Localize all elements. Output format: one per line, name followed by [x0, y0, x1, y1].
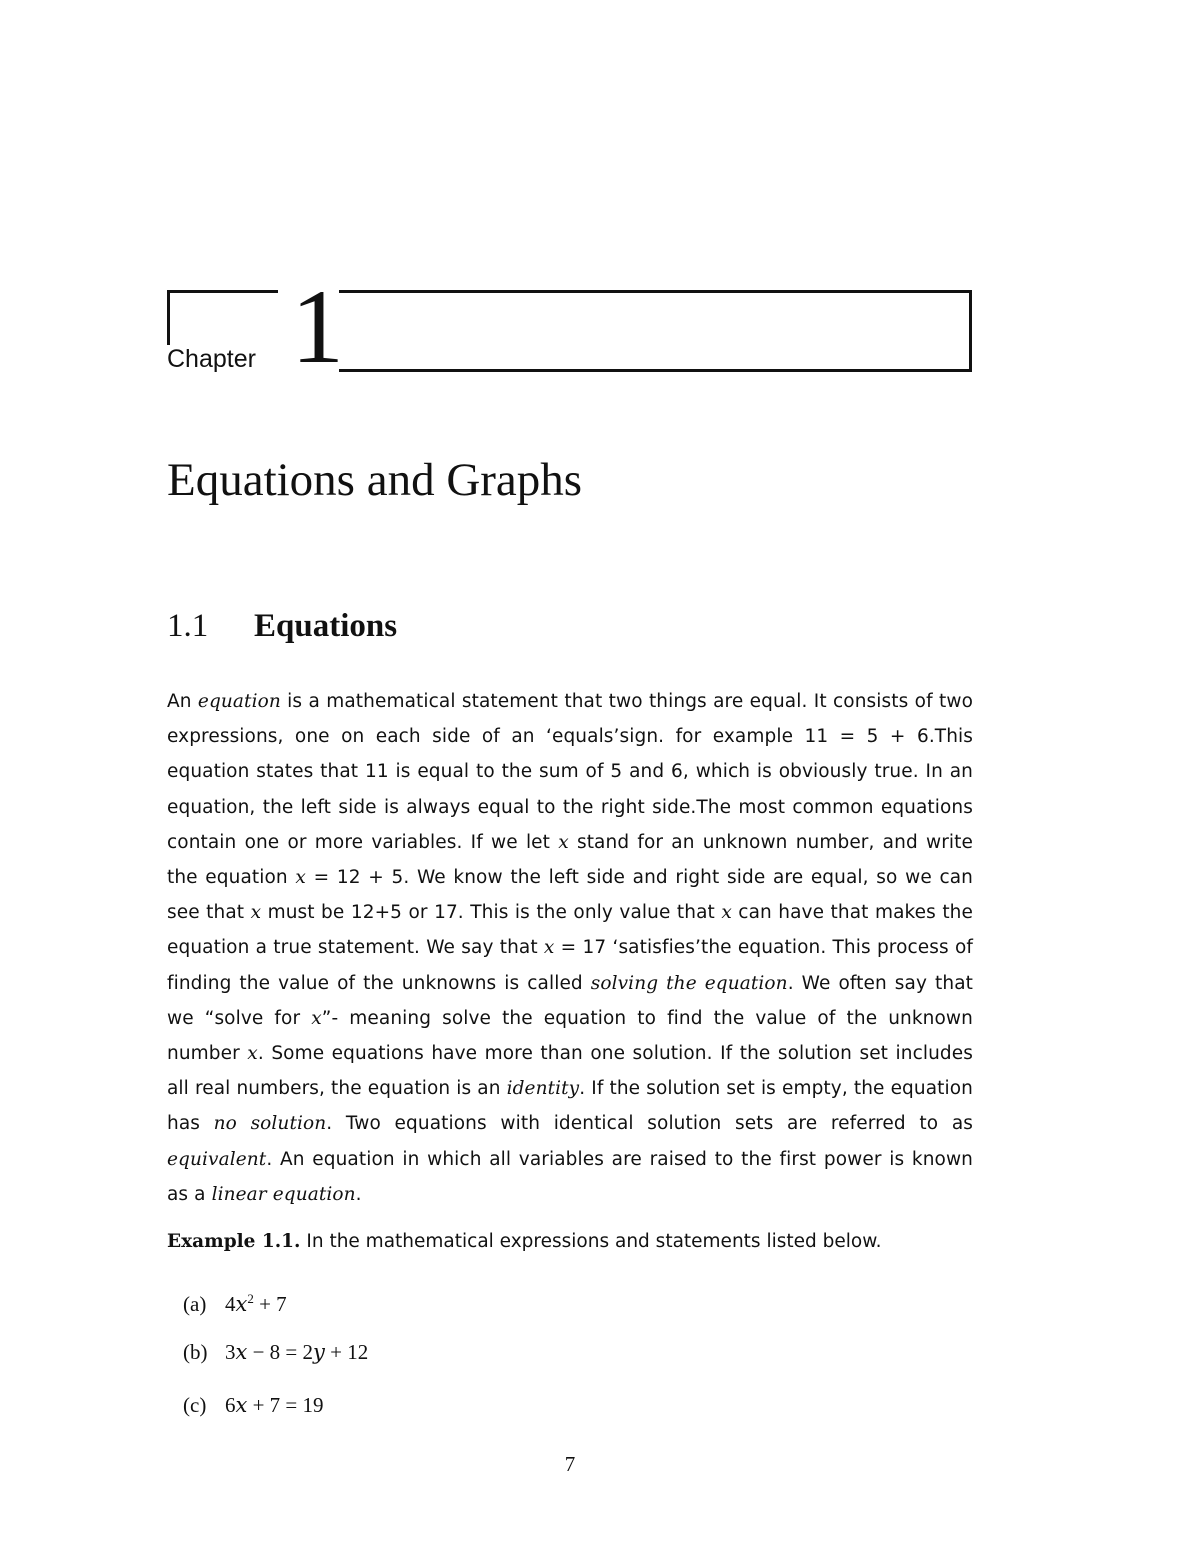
text-run: . An equation in which all variables are raised to the first power is known as a	[167, 1148, 973, 1205]
chapter-header	[167, 268, 975, 385]
text-run: must be 12+5 or 17. This is the only value that	[261, 902, 722, 924]
section-heading	[167, 606, 397, 646]
exponent: 2	[247, 1291, 254, 1306]
example-statement	[167, 1224, 973, 1259]
text-run: = 17 ‘satisfies’the equation. This process of finding the value of the unknowns is called	[167, 937, 973, 994]
math-text: 4	[225, 1292, 236, 1316]
list-item	[183, 1284, 287, 1319]
text-run: = 12 + 5. We know the left side and right side are equal, so we can see that	[167, 867, 973, 924]
math-variable: x	[558, 831, 569, 853]
math-variable: x	[235, 1292, 248, 1316]
section-title: Equations	[254, 608, 398, 644]
item-expression	[225, 1393, 324, 1417]
chapter-frame-left	[167, 290, 278, 345]
math-variable: x	[235, 1393, 248, 1417]
text-run: . Two equations with identical solution sets are referred to as	[326, 1113, 974, 1135]
math-variable: x	[543, 937, 555, 959]
emphasized-term: linear equation	[211, 1183, 356, 1205]
math-variable: x	[250, 902, 262, 924]
emphasized-term: no solution	[213, 1113, 327, 1135]
item-expression	[225, 1340, 368, 1364]
math-variable: x	[311, 1007, 322, 1029]
list-item	[183, 1337, 368, 1367]
emphasized-term: equivalent	[167, 1148, 267, 1170]
text-run: . If the solution set is empty, the equation has	[167, 1078, 973, 1135]
section-number: 1.1	[167, 608, 209, 644]
item-label: (c)	[183, 1393, 207, 1417]
text-run: can have that makes the equation a true statement. We say that	[167, 902, 973, 959]
math-variable: x	[721, 902, 732, 924]
item-label: (b)	[183, 1340, 208, 1364]
item-label: (a)	[183, 1292, 207, 1316]
text-run: . We often say that we “solve for	[167, 972, 973, 1029]
math-variable: y	[313, 1340, 325, 1364]
math-variable: x	[295, 867, 306, 889]
body-paragraph	[167, 684, 973, 1212]
list-item	[183, 1390, 324, 1420]
math-variable: x	[235, 1340, 248, 1364]
text-run: . Some equations have more than one solution. If the solution set includes all real numbers, the equation is an	[167, 1043, 973, 1100]
math-variable: x	[247, 1043, 258, 1065]
chapter-number: 1	[291, 268, 344, 385]
math-text: 6	[225, 1393, 236, 1417]
text-run: is a mathematical statement that two things are equal. It consists of two expressions, one on each side of an ‘equals’sign. for example 11 = 5 + 6.This equation states that 11 is equal to the sum of 5 and 6, which is obviously true. In an equation, the left side is always equal to the right side.The most common equations contain one or more variables. If we let	[167, 691, 974, 853]
math-text: + 12	[324, 1340, 369, 1364]
math-text: − 8 = 2	[247, 1340, 314, 1364]
text-run: stand for an unknown number, and write the equation	[167, 831, 973, 889]
text-run: ”- meaning solve the equation to find the value of the unknown number	[167, 1007, 973, 1065]
emphasized-term: solving the equation	[590, 972, 788, 994]
chapter-frame-right	[339, 290, 972, 372]
math-text: + 7 = 19	[247, 1393, 324, 1417]
chapter-label: Chapter	[167, 345, 256, 373]
page-number: 7	[564, 1452, 576, 1476]
math-text: + 7	[253, 1292, 287, 1316]
chapter-title: Equations and Graphs	[167, 454, 583, 506]
example-text: In the mathematical expressions and statements listed below.	[300, 1231, 882, 1252]
example-label: Example 1.1.	[167, 1231, 301, 1252]
math-text: 3	[225, 1340, 236, 1364]
text-run: An	[167, 691, 198, 712]
emphasized-term: identity	[506, 1078, 580, 1100]
emphasized-term: equation	[197, 691, 281, 712]
item-expression	[225, 1292, 287, 1316]
text-run: .	[355, 1183, 362, 1205]
